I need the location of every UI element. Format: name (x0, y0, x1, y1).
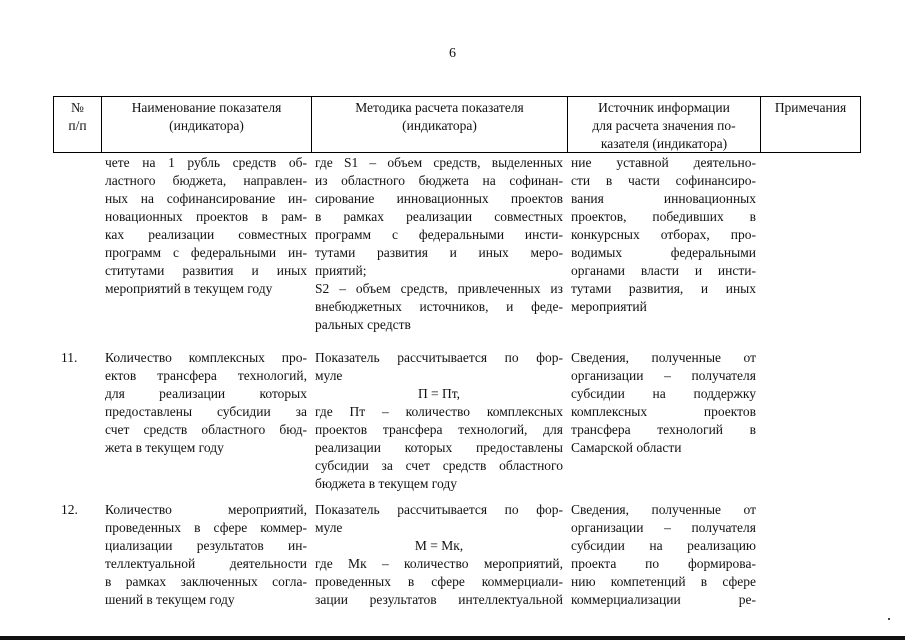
info-source: Сведения, полученные от организации – получателя субсидии на поддержку комплексных проектов трансфера технологий в Самарской области (571, 350, 756, 455)
indicator-name: Количество мероприятий, проведенных в сфере коммер- циализации результатов ин- теллектуальной деятельности в рамках заключенных согла- шений в текущем году (105, 502, 307, 607)
table-row (53, 349, 861, 501)
header-number: № п/п (53, 97, 101, 152)
notes (760, 501, 861, 621)
header-notes: Примечания (760, 97, 861, 152)
info-source: ние уставной деятельно- сти в части софинансиро- вания инновационных проектов, победивших в конкурсных отборах, про- водимых федеральными органами власти и инсти- тутами развития, и иных мероприятий (571, 155, 756, 314)
table-row (53, 154, 861, 349)
scan-speck (888, 618, 890, 620)
indicators-table (53, 96, 861, 621)
calculation-method: Показатель рассчитывается по фор- муле М = Мк, где Мк – количество мероприятий, проведенных в сфере коммерциали- зации результатов интеллектуальной (315, 502, 563, 607)
info-source: Сведения, полученные от организации – получателя субсидии на реализацию проекта по формирова- нию компетенций в сфере коммерциализации ре- (571, 502, 756, 607)
indicator-name: Количество комплексных про- ектов трансфера технологий, для реализации которых предоставлены субсидии за счет средств областного бюд- жета в текущем году (105, 350, 307, 455)
bottom-edge-rule (0, 636, 905, 640)
formula: П = Пт, (417, 386, 461, 401)
notes (760, 154, 861, 349)
calculation-method: Показатель рассчитывается по фор- муле П = Пт, где Пт – количество комплексных проектов трансфера технологий, для реализации которых предоставлены субсидии за счет средств областного бюджета в текущем году (315, 350, 563, 491)
table-row (53, 501, 861, 621)
page-number: 6 (449, 46, 456, 61)
row-number (53, 154, 101, 349)
indicator-name: чете на 1 рубль средств об- ластного бюджета, направлен- ных на софинансирование ин- новационных проектов в рам- ках реализации совместных программ с федеральными ин- ститутами развития и иных мероприятий в текущем году (105, 155, 307, 296)
notes (760, 349, 861, 501)
header-info-source: Источник информации для расчета значения по- казателя (индикатора) (567, 97, 760, 152)
row-number: 11. (61, 350, 78, 365)
header-calculation-method: Методика расчета показателя (индикатора) (311, 97, 567, 152)
header-indicator-name: Наименование показателя (индикатора) (101, 97, 311, 152)
calculation-method: где S1 – объем средств, выделенных из областного бюджета на софинан- сирование инновационных проектов в рамках реализации совместных программ с федеральными инсти- тутами развития и иных меро- приятий; S2 – объем средств, привлеченных из внебюджетных источников, и феде- ральных средств (315, 155, 563, 332)
row-number: 12. (61, 502, 78, 517)
table-header (53, 96, 861, 153)
formula: М = Мк, (414, 538, 464, 553)
